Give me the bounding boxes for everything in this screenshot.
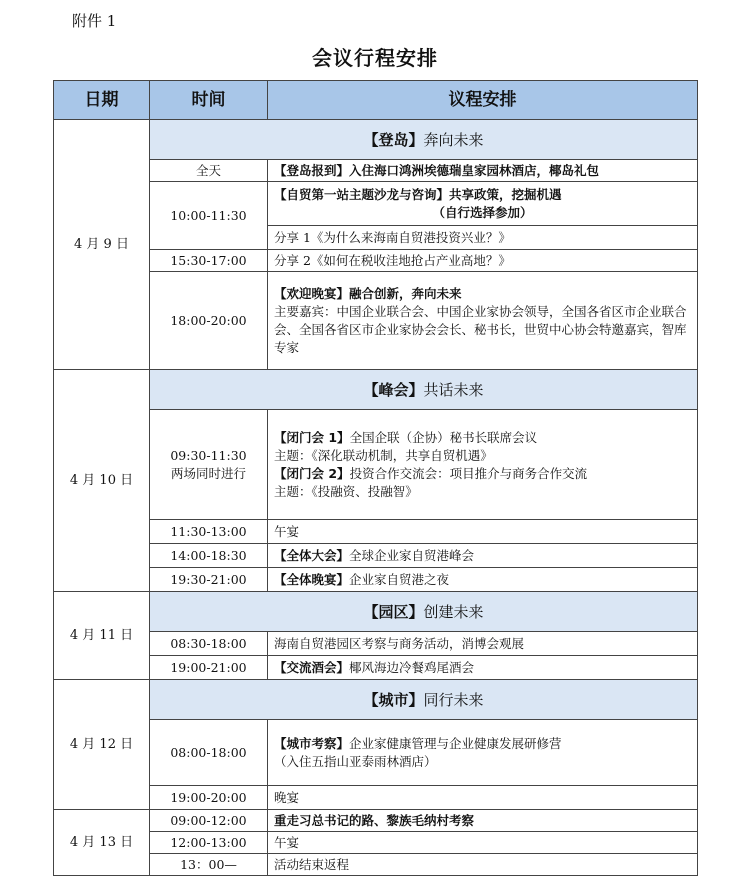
agenda-cell bbox=[268, 410, 698, 520]
section-heading bbox=[150, 370, 698, 410]
table-row bbox=[54, 720, 698, 786]
agenda-bold: 【交流酒会】 bbox=[274, 659, 350, 675]
agenda-cell: 【登岛报到】入住海口鸿洲埃德瑞皇家园林酒店，椰岛礼包 bbox=[268, 160, 698, 182]
time-cell: 19:00-20:00 bbox=[150, 786, 268, 810]
time-cell: 08:30-18:00 bbox=[150, 632, 268, 656]
agenda-cell bbox=[268, 656, 698, 680]
agenda-cell: 重走习总书记的路、黎族毛纳村考察 bbox=[268, 810, 698, 832]
time-cell: 09:00-12:00 bbox=[150, 810, 268, 832]
agenda-cell bbox=[268, 568, 698, 592]
agenda-cell: 晚宴 bbox=[268, 786, 698, 810]
table-row bbox=[54, 250, 698, 272]
section-title: 奔向未来 bbox=[423, 130, 484, 149]
agenda-cell: 海南自贸港园区考察与商务活动，消博会观展 bbox=[268, 632, 698, 656]
agenda-text: 全球企业家自贸港峰会 bbox=[349, 547, 475, 563]
section-heading bbox=[150, 592, 698, 632]
section-tag: 【城市】 bbox=[363, 690, 424, 709]
table-row bbox=[54, 832, 698, 854]
section-tag: 【登岛】 bbox=[363, 130, 424, 149]
header-time: 时间 bbox=[150, 81, 268, 120]
table-row bbox=[54, 120, 698, 160]
page-title: 会议行程安排 bbox=[312, 46, 438, 70]
time-cell: 18:00-20:00 bbox=[150, 272, 268, 370]
date-cell: 4 月 9 日 bbox=[54, 120, 150, 370]
date-cell: 4 月 11 日 bbox=[54, 592, 150, 680]
agenda-text: 椰风海边冷餐鸡尾酒会 bbox=[349, 659, 475, 675]
table-row bbox=[54, 544, 698, 568]
header-date: 日期 bbox=[54, 81, 150, 120]
section-tag: 【园区】 bbox=[363, 602, 424, 621]
agenda-bold: （自行选择参加） bbox=[432, 204, 533, 220]
agenda-cell bbox=[268, 272, 698, 370]
agenda-text: 全国企联（企协）秘书长联席会议 bbox=[349, 429, 538, 445]
agenda-bold: 【欢迎晚宴】融合创新，奔向未来 bbox=[274, 285, 462, 301]
time-cell: 全天 bbox=[150, 160, 268, 182]
section-heading bbox=[150, 680, 698, 720]
time-cell: 13：00— bbox=[150, 854, 268, 876]
agenda-cell bbox=[268, 720, 698, 786]
agenda-text: 主题：《深化联动机制，共享自贸机遇》 bbox=[274, 447, 493, 463]
time-cell: 10:00-11:30 bbox=[150, 182, 268, 250]
table-row bbox=[54, 370, 698, 410]
time-cell: 11:30-13:00 bbox=[150, 520, 268, 544]
table-row bbox=[54, 520, 698, 544]
agenda-text: 主题：《投融资、投融智》 bbox=[274, 483, 418, 499]
agenda-cell: 午宴 bbox=[268, 832, 698, 854]
table-row bbox=[54, 568, 698, 592]
table-row bbox=[54, 272, 698, 370]
agenda-bold: 【闭门会 2】 bbox=[274, 465, 350, 481]
section-tag: 【峰会】 bbox=[363, 380, 424, 399]
time-cell: 19:30-21:00 bbox=[150, 568, 268, 592]
table-row bbox=[54, 592, 698, 632]
time-note: 两场同时进行 bbox=[170, 465, 246, 481]
agenda-cell: 分享 2《如何在税收洼地抢占产业高地？》 bbox=[268, 250, 698, 272]
agenda-cell: 活动结束返程 bbox=[268, 854, 698, 876]
table-row bbox=[54, 786, 698, 810]
agenda-cell: 午宴 bbox=[268, 520, 698, 544]
agenda-text: 企业家健康管理与企业健康发展研修营 bbox=[349, 735, 562, 751]
date-cell: 4 月 12 日 bbox=[54, 680, 150, 810]
agenda-bold: 【全体大会】 bbox=[274, 547, 350, 563]
agenda-text: （入住五指山亚泰雨林酒店） bbox=[274, 753, 437, 769]
agenda-bold: 【全体晚宴】 bbox=[274, 571, 350, 587]
time-text: 09:30-11:30 bbox=[170, 447, 247, 463]
time-cell bbox=[150, 410, 268, 520]
agenda-cell bbox=[268, 544, 698, 568]
agenda-cell: 分享 1《为什么来海南自贸港投资兴业？》 bbox=[268, 226, 698, 250]
table-row bbox=[54, 632, 698, 656]
table-row bbox=[54, 410, 698, 520]
section-title: 创建未来 bbox=[423, 602, 484, 621]
agenda-text: 企业家自贸港之夜 bbox=[349, 571, 450, 587]
time-cell: 19:00-21:00 bbox=[150, 656, 268, 680]
agenda-text: 投资合作交流会：项目推介与商务合作交流 bbox=[349, 465, 588, 481]
table-row bbox=[54, 854, 698, 876]
table-row bbox=[54, 160, 698, 182]
agenda-bold: 【城市考察】 bbox=[274, 735, 350, 751]
schedule-table bbox=[53, 80, 698, 876]
section-title: 共话未来 bbox=[423, 380, 484, 399]
table-row bbox=[54, 656, 698, 680]
table-row bbox=[54, 810, 698, 832]
agenda-cell bbox=[268, 182, 698, 226]
header-agenda: 议程安排 bbox=[268, 81, 698, 120]
time-cell: 12:00-13:00 bbox=[150, 832, 268, 854]
table-row bbox=[54, 680, 698, 720]
table-row bbox=[54, 182, 698, 226]
attachment-label: 附件 1 bbox=[72, 12, 117, 30]
header-row bbox=[54, 81, 698, 120]
agenda-text: 主要嘉宾：中国企业联合会、中国企业家协会领导，全国各省区市企业联合会、全国各省区市企业家协会会长、秘书长，世贸中心协会特邀嘉宾，智库专家 bbox=[274, 303, 687, 355]
time-cell: 14:00-18:30 bbox=[150, 544, 268, 568]
agenda-bold: 【自贸第一站主题沙龙与咨询】共享政策，挖掘机遇 bbox=[274, 186, 562, 202]
section-title: 同行未来 bbox=[423, 690, 484, 709]
agenda-bold: 【闭门会 1】 bbox=[274, 429, 350, 445]
section-heading bbox=[150, 120, 698, 160]
date-cell: 4 月 13 日 bbox=[54, 810, 150, 876]
date-cell: 4 月 10 日 bbox=[54, 370, 150, 592]
time-cell: 15:30-17:00 bbox=[150, 250, 268, 272]
time-cell: 08:00-18:00 bbox=[150, 720, 268, 786]
